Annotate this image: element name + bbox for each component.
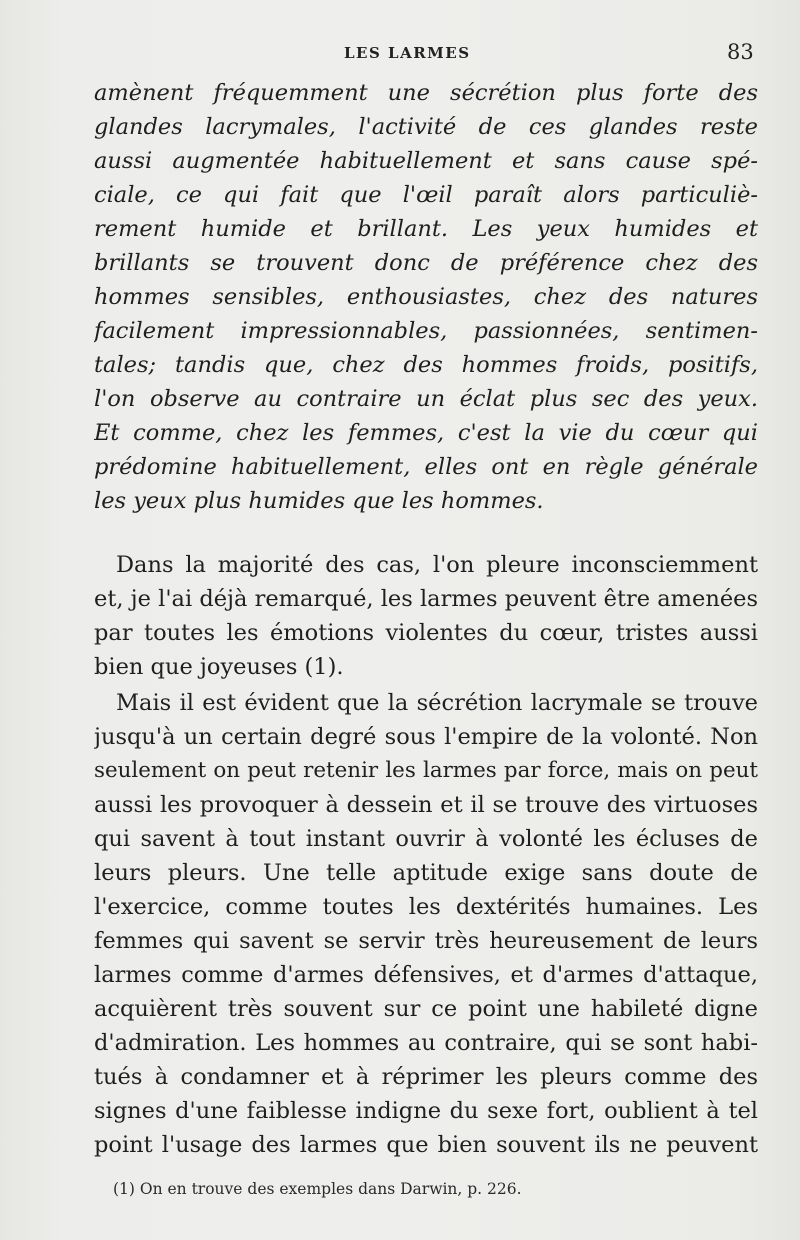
text-line: glandes lacrymales, l'activité de ces glandes reste xyxy=(94,114,758,140)
text-line: et, je l'ai déjà remarqué, les larmes peuvent être amenées xyxy=(94,586,758,612)
text-line: signes d'une faiblesse indigne du sexe fort, oublient à tel xyxy=(94,1098,758,1124)
text-line: tués à condamner et à réprimer les pleurs comme des xyxy=(94,1064,758,1090)
text-line: femmes qui savent se servir très heureusement de leurs xyxy=(94,928,758,954)
page-number: 83 xyxy=(727,40,754,64)
text-line: d'admiration. Les hommes au contraire, qui se sont habi- xyxy=(94,1030,758,1056)
text-line: amènent fréquemment une sécrétion plus forte des xyxy=(94,80,758,106)
text-line: hommes sensibles, enthousiastes, chez des natures xyxy=(94,284,758,310)
text-line: seulement on peut retenir les larmes par force, mais on peut xyxy=(94,758,758,783)
text-line: Dans la majorité des cas, l'on pleure inconsciemment xyxy=(116,552,758,578)
text-line: larmes comme d'armes défensives, et d'armes d'attaque, xyxy=(94,962,758,988)
text-line: acquièrent très souvent sur ce point une habileté digne xyxy=(94,996,758,1022)
text-line: aussi les provoquer à dessein et il se trouve des virtuoses xyxy=(94,792,758,818)
text-line: par toutes les émotions violentes du cœur, tristes aussi xyxy=(94,620,758,646)
text-line: les yeux plus humides que les hommes. xyxy=(94,488,544,514)
text-line: l'on observe au contraire un éclat plus sec des yeux. xyxy=(94,386,758,412)
text-line: bien que joyeuses (1). xyxy=(94,654,344,680)
text-line: leurs pleurs. Une telle aptitude exige sans doute de xyxy=(94,860,758,886)
text-line: brillants se trouvent donc de préférence chez des xyxy=(94,250,758,276)
text-line: prédomine habituellement, elles ont en règle générale xyxy=(94,454,758,480)
text-line: aussi augmentée habituellement et sans cause spé- xyxy=(94,148,758,174)
text-line: ciale, ce qui fait que l'œil paraît alors particuliè- xyxy=(94,182,758,208)
text-line: tales; tandis que, chez des hommes froids, positifs, xyxy=(94,352,758,378)
text-line: l'exercice, comme toutes les dextérités humaines. Les xyxy=(94,894,758,920)
text-line: point l'usage des larmes que bien souvent ils ne peuvent xyxy=(94,1132,758,1158)
page-header xyxy=(0,40,800,66)
text-line: Mais il est évident que la sécrétion lacrymale se trouve xyxy=(116,690,758,716)
text-line: Et comme, chez les femmes, c'est la vie du cœur qui xyxy=(94,420,758,446)
running-title: LES LARMES xyxy=(344,44,471,62)
text-line: rement humide et brillant. Les yeux humides et xyxy=(94,216,758,242)
text-line: facilement impressionnables, passionnées, sentimen- xyxy=(94,318,758,344)
text-line: jusqu'à un certain degré sous l'empire de la volonté. Non xyxy=(94,724,758,750)
text-line: qui savent à tout instant ouvrir à volonté les écluses de xyxy=(94,826,758,852)
footnote: (1) On en trouve des exemples dans Darwin, p. 226. xyxy=(113,1180,522,1198)
